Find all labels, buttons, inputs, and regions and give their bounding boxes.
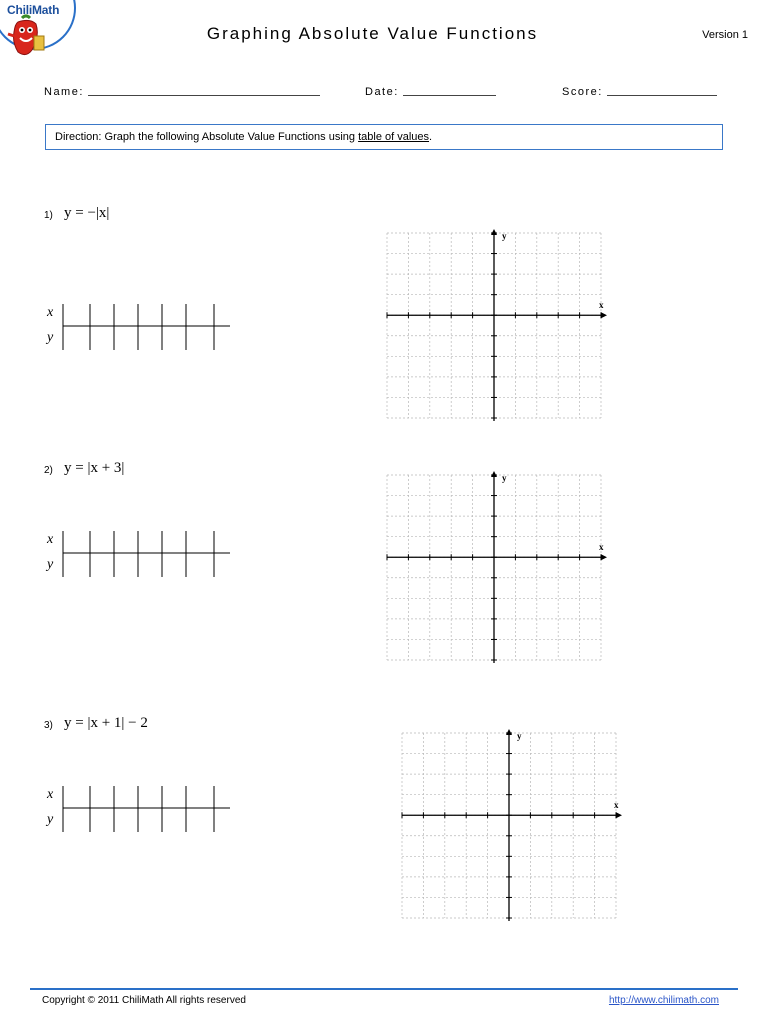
table-grid: [44, 530, 234, 580]
coordinate-grid: [398, 728, 628, 928]
problem-3-equation: y = |x + 1| − 2: [64, 715, 148, 731]
y-axis-label: y: [502, 473, 507, 483]
y-axis-label: y: [517, 731, 522, 741]
direction-text: Direction: Graph the following Absolute Value Functions using: [55, 131, 359, 143]
name-field[interactable]: [44, 86, 320, 98]
x-axis-label: x: [599, 300, 604, 311]
score-label: Score:: [562, 86, 603, 98]
copyright-text: Copyright © 2011 ChiliMath All rights reserved: [42, 995, 246, 1006]
score-field[interactable]: [562, 86, 717, 98]
table-grid: [44, 303, 234, 353]
date-blank[interactable]: [403, 86, 496, 96]
direction-box: [45, 124, 723, 150]
problem-3-graph[interactable]: [398, 728, 628, 928]
coordinate-grid: [383, 470, 613, 670]
page-title: Graphing Absolute Value Functions: [206, 24, 539, 43]
date-label: Date:: [365, 86, 399, 98]
y-arrow: [491, 229, 497, 235]
direction-period: .: [429, 131, 433, 143]
problem-3-number: 3): [44, 720, 53, 731]
name-label: Name:: [44, 86, 84, 98]
problem-2-table[interactable]: [44, 530, 234, 580]
name-blank[interactable]: [88, 86, 320, 96]
table-x-label: x: [47, 305, 54, 320]
table-grid: [44, 785, 234, 835]
problem-3-table[interactable]: [44, 785, 234, 835]
y-arrow: [506, 729, 512, 735]
table-x-label: x: [47, 532, 54, 547]
table-y-label: y: [47, 812, 54, 827]
problem-2-graph[interactable]: [383, 470, 613, 670]
problem-1-graph[interactable]: [383, 228, 613, 428]
version-label: Version 1: [702, 29, 748, 41]
problem-2-equation: y = |x + 3|: [64, 460, 125, 476]
y-arrow: [491, 471, 497, 477]
problem-1-number: 1): [44, 210, 53, 221]
table-y-label: y: [47, 557, 54, 572]
table-x-label: x: [47, 787, 54, 802]
x-axis-label: x: [599, 542, 604, 553]
problem-2-number: 2): [44, 465, 53, 476]
problem-1-table[interactable]: [44, 303, 234, 353]
table-y-label: y: [47, 330, 54, 345]
x-arrow: [601, 312, 607, 318]
coordinate-grid: [383, 228, 613, 428]
x-arrow: [616, 812, 622, 818]
problem-1-equation: y = −|x|: [64, 205, 110, 221]
table-of-values-link[interactable]: table of values: [358, 131, 430, 143]
footer-divider: [30, 988, 738, 990]
x-axis-label: x: [614, 800, 619, 811]
logo-brand: ChiliMath: [7, 3, 60, 17]
score-blank[interactable]: [607, 86, 717, 96]
website-link[interactable]: http://www.chilimath.com: [608, 995, 719, 1006]
x-arrow: [601, 554, 607, 560]
y-axis-label: y: [502, 231, 507, 241]
date-field[interactable]: [365, 86, 496, 98]
